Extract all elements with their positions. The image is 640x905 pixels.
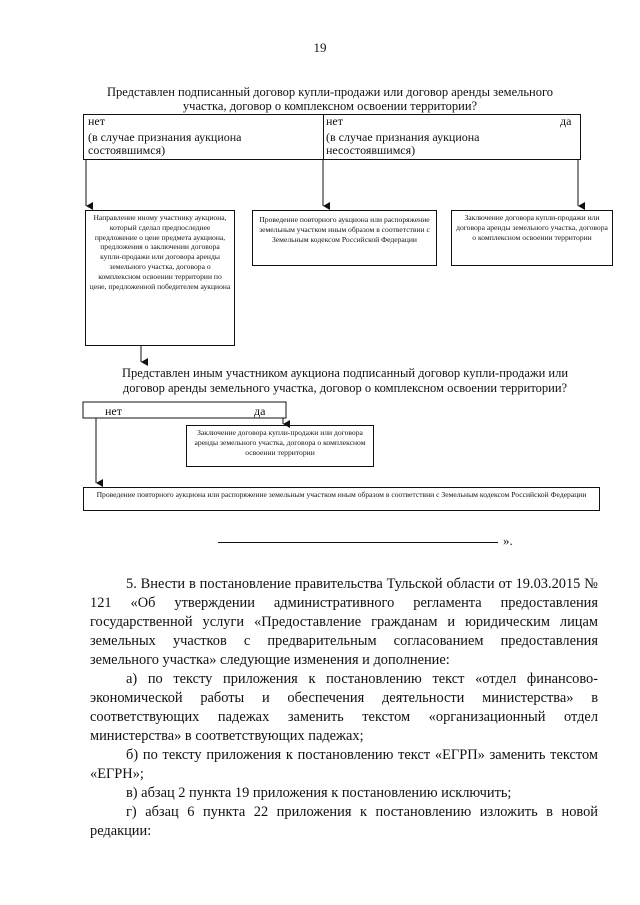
left-no-label: нет [88,114,105,128]
paragraph-b [90,746,598,784]
paragraph-v-text: в) абзац 2 пункта 19 приложения к постановлению исключить; [126,785,512,801]
left-condition: (в случае признания аукциона состоявшимся) [88,130,242,157]
paragraph-a [90,670,598,746]
paragraph-g-text: г) абзац 6 пункта 22 приложения к постановлению изложить в новой редакции: [90,804,598,839]
flowchart-question-2: Представлен иным участником аукциона подписанный договор купли-продажи или договор аренды земельного участка, договор о комплексном освоении территории? [121,366,569,395]
box-repeat-auction: Проведение повторного аукциона или распоряжение земельным участком иным образом в соответствии с Земельным кодексом Российской Федерации [252,210,437,266]
closing-underline [218,542,498,543]
paragraph-a-text: а) по тексту приложения к постановлению текст «отдел финансово-экономической работы и обеспечения деятельности министерства» в соответствующих падежах заменить текстом «организационный отдел министерства» в соответствующих падежах; [90,671,598,744]
right-yes-label: да [560,114,572,128]
paragraph-b-text: б) по тексту приложения к постановлению текст «ЕГРП» заменить текстом «ЕГРН»; [90,747,598,782]
paragraph-v [90,784,598,803]
box-conclude-contract-2: Заключение договора купли-продажи или договора аренды земельного участка, договора о комплексном освоении территории [186,425,374,467]
paragraph-g [90,803,598,841]
mid-condition: (в случае признания аукциона несостоявшимся) [326,130,480,157]
decision-divider [323,115,324,159]
box-repeat-auction-bottom: Проведение повторного аукциона или распоряжение земельным участком иным образом в соответствии с Земельным кодексом Российской Федерации [83,487,600,511]
paragraph-5 [90,575,598,670]
page-number: 19 [313,40,327,55]
mid-no-label: нет [326,114,343,128]
paragraph-5-text: 5. Внести в постановление правительства Тульской области от 19.03.2015 № 121 «Об утверждении административного регламента предоставления государственной услуги «Предоставление гражданам и юридическим лицам земельных участков с предварительным согласованием предоставления земельного участка» следующие изменения и дополнение: [90,576,598,668]
q2-no-label: нет [105,404,122,418]
box-conclude-contract: Заключение договора купли-продажи или договора аренды земельного участка, договора о комплексном освоении территории [451,210,613,266]
box-offer-other-participant: Направление иному участнику аукциона, который сделал предпоследнее предложение о цене предмета аукциона, предложения о заключении договора купли-продажи или договора аренды земельного участка, договора о комплексном освоении территории по цене, предложенной победителем аукциона [85,210,235,346]
q2-yes-label: да [254,404,266,418]
flowchart-question-1: Представлен подписанный договор купли-продажи или договор аренды земельного участка, договор о комплексном освоении территории? [106,85,554,113]
closing-quote: ». [503,533,513,548]
